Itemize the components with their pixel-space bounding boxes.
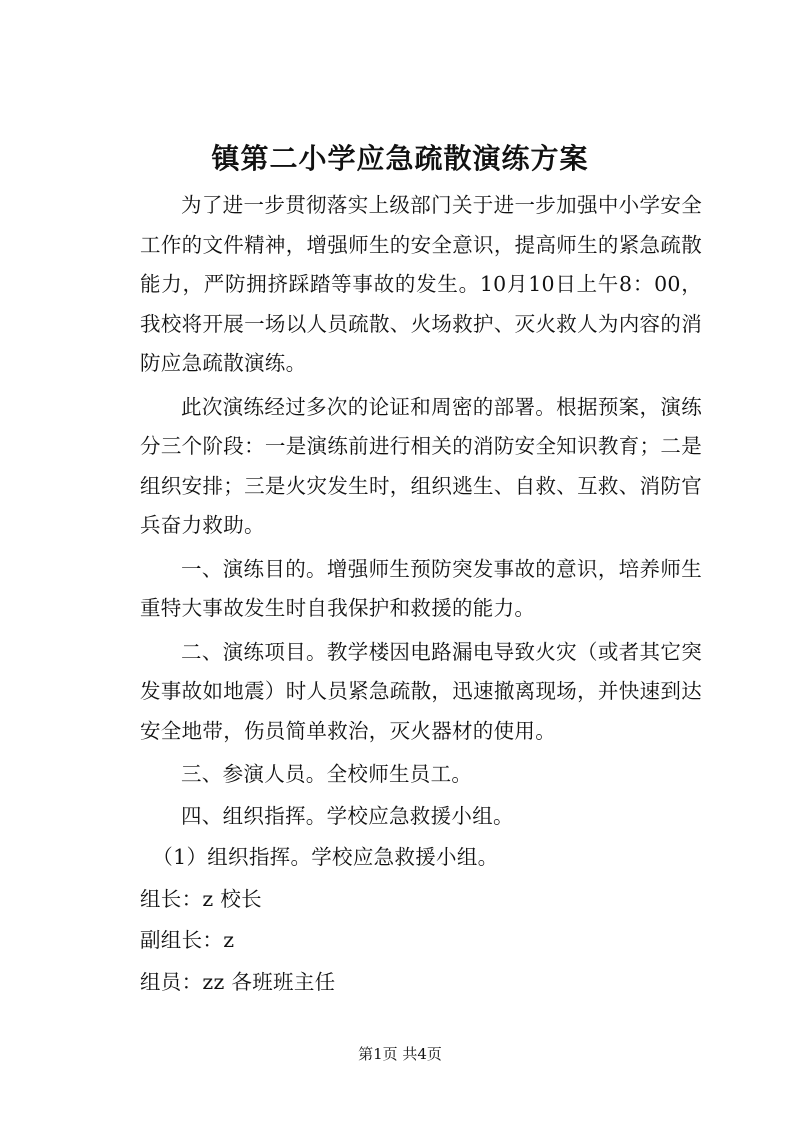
paragraph-intro: 为了进一步贯彻落实上级部门关于进一步加强中小学安全工作的文件精神，增强师生的安全意识，提高师生的紧急疏散能力，严防拥挤踩踏等事故的发生。10月10日上午8：00，我校将开展一场以人员疏散、火场救护、灭火救人为内容的消防应急疏散演练。	[140, 193, 702, 375]
line-leader: 组长：z 校长	[140, 886, 262, 911]
document-title: 镇第二小学应急疏散演练方案	[211, 142, 589, 175]
document-body	[140, 186, 702, 1004]
line-command: 四、组织指挥。学校应急救援小组。	[181, 803, 514, 828]
paragraph-drill-items: 二、演练项目。教学楼因电路漏电导致火灾（或者其它突发事故如地震）时人员紧急疏散，迅速撤离现场，并快速到达安全地带，伤员简单救治，灭火器材的使用。	[140, 639, 702, 743]
line-participants: 三、参演人员。全校师生员工。	[181, 762, 473, 786]
line-members: 组员：zz 各班班主任	[140, 969, 336, 994]
paragraph-purpose: 一、演练目的。增强师生预防突发事故的意识，培养师生重特大事故发生时自我保护和救援的能力。	[140, 556, 702, 620]
line-deputy: 副组长：z	[140, 928, 235, 952]
line-command-sub: （1）组织指挥。学校应急救援小组。	[152, 845, 499, 869]
paragraph-phases: 此次演练经过多次的论证和周密的部署。根据预案，演练分三个阶段：一是演练前进行相关的消防安全知识教育；二是组织安排；三是火灾发生时，组织逃生、自救、互救、消防官兵奋力救助。	[140, 394, 702, 537]
page-footer: 第1页 共4页	[358, 1045, 442, 1063]
